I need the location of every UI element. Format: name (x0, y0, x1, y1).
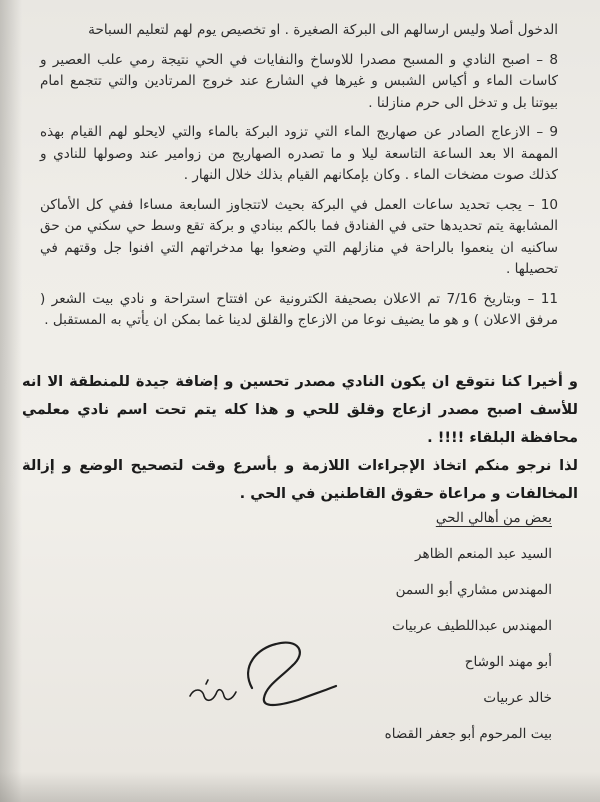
handwritten-signature (180, 626, 340, 716)
page-shadow-left (0, 0, 22, 802)
signatory-6: بيت المرحوم أبو جعفر القضاه (384, 726, 552, 742)
signatory-1: السيد عبد المنعم الظاهر (415, 546, 552, 562)
signatory-2: المهندس مشاري أبو السمن (395, 582, 552, 598)
point-9: 9 – الازعاج الصادر عن صهاريج الماء التي تزود البركة بالماء والتي لايحلو لهم القيام بهذه المهمة الا بعد الساعة التاسعة ليلا و ما تصدره الصهاريج من زوامير عند وصولها للنادي و كذلك صوت مضخات الماء . وكان بإمكانهم القيام بذلك خلال النهار . (40, 124, 558, 183)
typed-points-section (40, 20, 558, 332)
closing-section (22, 368, 578, 508)
signatory-4: أبو مهند الوشاح (464, 654, 552, 670)
closing-paragraph-1: و أخيرا كنا نتوقع ان يكون النادي مصدر تحسين و إضافة جيدة للمنطقة الا انه للأسف اصبح مصدر ازعاج وقلق للحي و هذا كله يتم تحت اسم نادي معلمي محافظة البلقاء !!!! . (22, 373, 578, 446)
closing-paragraph-2: لذا نرجو منكم اتخاذ الإجراءات اللازمة و بأسرع وقت لتصحيح الوضع و إزالة المخالفات و مراعاة حقوق القاطنين في الحي . (22, 457, 578, 502)
point-7-continuation: الدخول أصلا وليس ارسالهم الى البركة الصغيرة . او تخصيص يوم لهم لتعليم السباحة (88, 22, 558, 38)
point-11: 11 – وبتاريخ 7/16 تم الاعلان بصحيفة الكترونية عن افتتاح استراحة و نادي بيت الشعر ( مرفق الاعلان ) و هو ما يضيف نوعا من الازعاج والقلق لدينا غما بمكن ان يأتي به المستقبل . (40, 290, 558, 328)
point-8: 8 – اصبح النادي و المسبح مصدرا للاوساخ والنفايات في الحي نتيجة رمي علب العصير و كاسات الماء و أكياس الشبس و غيرها في الشارع عند خروج المرتادين والتي تتجمع امام بيوتنا بل و تدخل الى حرم منازلنا . (40, 51, 558, 111)
signatory-3: المهندس عبداللطيف عربيات (391, 618, 552, 634)
point-10: 10 – يجب تحديد ساعات العمل في البركة بحيث لاتتجاوز السابعة مساءا ففي كل الأماكن المشابهة يتم تحديدها حتى في الفنادق فما بالكم ببنادي و بركة تقع وسط حي سكني من حق ساكنيه ان ينعموا بالراحة في منازلهم التي وضعوا بها مدخراتهم التي افنوا جل وقتهم في تحصيلها . (40, 196, 558, 277)
page-shadow-bottom (0, 772, 600, 802)
signatory-5: خالد عربيات (483, 690, 552, 706)
signatories-header: بعض من أهالي الحي (435, 510, 552, 526)
